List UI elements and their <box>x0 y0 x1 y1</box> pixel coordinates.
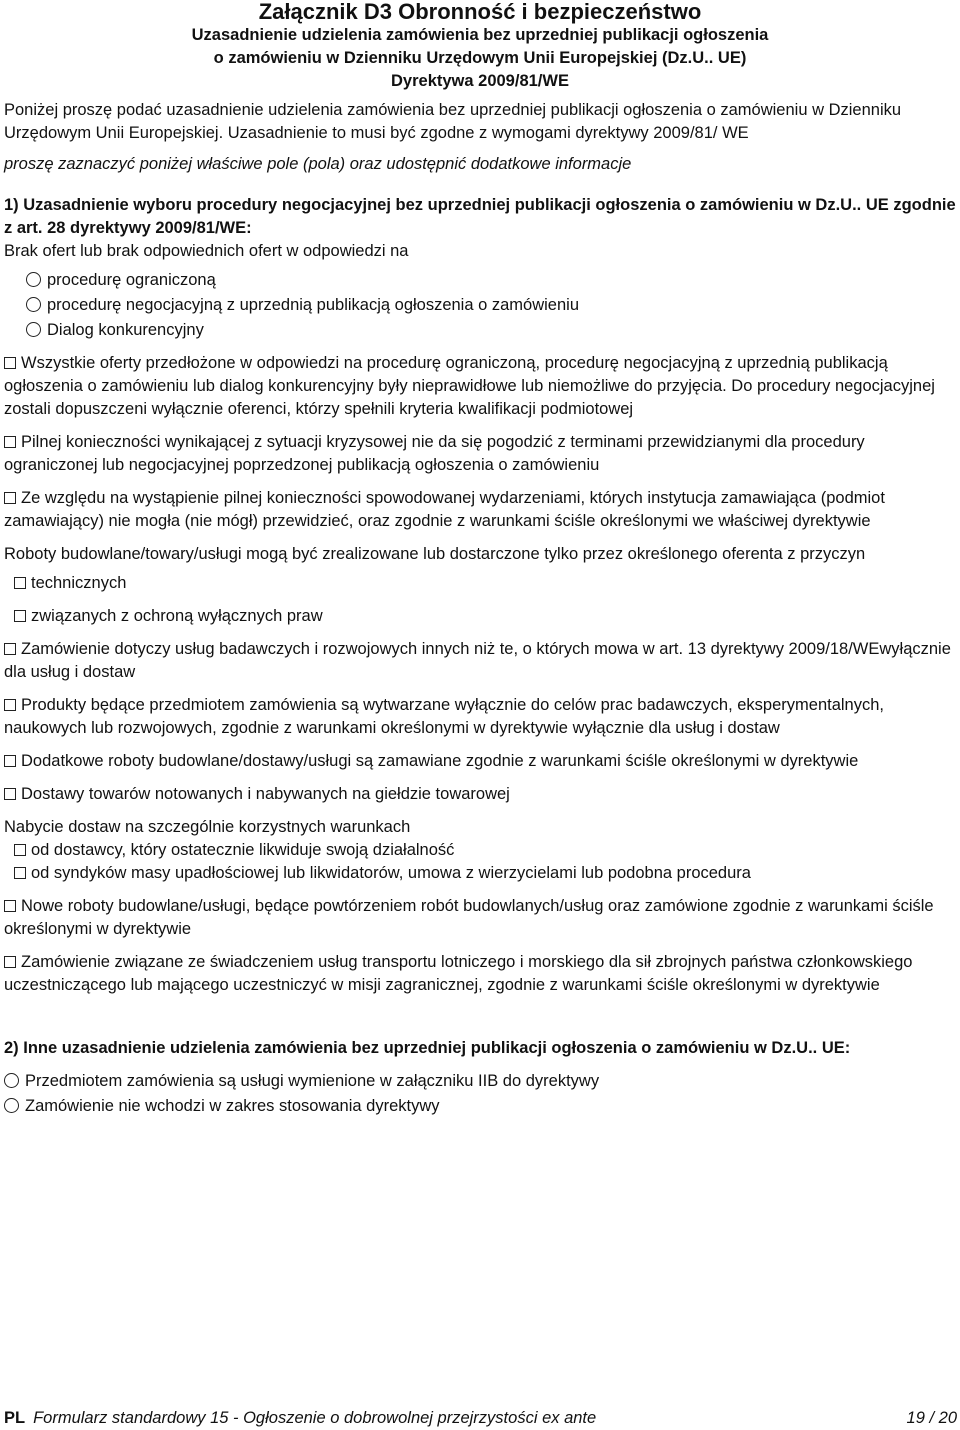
checkbox-item-repetition-works[interactable] <box>4 895 957 941</box>
checkbox-item-research-products[interactable] <box>4 694 957 740</box>
instruction-text: proszę zaznaczyć poniżej właściwe pole (pola) oraz udostępnić dodatkowe informacje <box>4 155 632 173</box>
checkbox-item-commodity-market[interactable] <box>4 783 957 806</box>
checkbox[interactable] <box>14 577 26 589</box>
radio-label: procedurę ograniczoną <box>47 271 216 289</box>
checkbox-item-insolvency[interactable] <box>14 862 957 885</box>
radio-option-annex-iib[interactable] <box>4 1070 957 1093</box>
reasons-checkbox-group <box>4 572 957 628</box>
checkbox[interactable] <box>14 610 26 622</box>
other-justification-radio-group <box>4 1070 957 1118</box>
checkbox[interactable] <box>4 788 16 800</box>
checkbox[interactable] <box>4 956 16 968</box>
radio-label: Dialog konkurencyjny <box>47 321 204 339</box>
checkbox[interactable] <box>4 755 16 767</box>
advantageous-terms-group <box>4 839 957 885</box>
radio-option-negotiated[interactable] <box>26 294 957 317</box>
radio-label: procedurę negocjacyjną z uprzednią publikacją ogłoszenia o zamówieniu <box>47 296 579 314</box>
radio-button[interactable] <box>26 297 41 312</box>
radio-button[interactable] <box>4 1073 19 1088</box>
language-code: PL <box>4 1409 26 1427</box>
radio-label: Przedmiotem zamówienia są usługi wymienione w załączniku IIB do dyrektywy <box>25 1072 600 1090</box>
checkbox-label: Dostawy towarów notowanych i nabywanych na giełdzie towarowej <box>21 785 510 803</box>
advantageous-terms-lead: Nabycie dostaw na szczególnie korzystnych warunkach <box>4 818 411 836</box>
checkbox-label: Nowe roboty budowlane/usługi, będące powtórzeniem robót budowlanych/usług oraz zamówione zgodnie z warunkami ściśle określonymi w dyrektywie <box>4 897 934 938</box>
radio-option-dialogue[interactable] <box>26 319 957 342</box>
section-2-heading: 2) Inne uzasadnienie udzielenia zamówienia bez uprzedniej publikacji ogłoszenia o zamówieniu w Dz.U.. UE: <box>4 1039 851 1057</box>
checkbox-item-winding-up[interactable] <box>14 839 957 862</box>
checkbox-label: związanych z ochroną wyłącznych praw <box>31 607 323 625</box>
radio-button[interactable] <box>26 322 41 337</box>
radio-button[interactable] <box>4 1098 19 1113</box>
checkbox[interactable] <box>4 900 16 912</box>
checkbox[interactable] <box>14 867 26 879</box>
checkbox[interactable] <box>4 357 16 369</box>
document-body <box>0 99 960 1118</box>
no-offers-lead: Brak ofert lub brak odpowiednich ofert w odpowiedzi na <box>4 242 409 260</box>
page-footer <box>4 1407 957 1430</box>
section-1-heading: 1) Uzasadnienie wyboru procedury negocjacyjnej bez uprzedniej publikacji ogłoszenia o zamówieniu w Dz.U.. UE zgodnie z art. 28 dyrektywy 2009/81/WE: <box>4 196 956 237</box>
checkbox[interactable] <box>4 436 16 448</box>
checkbox-label: Ze względu na wystąpienie pilnej konieczności spowodowanej wydarzeniami, których instytucja zamawiająca (podmiot zamawiający) nie mogła (nie mógł) przewidzieć, oraz zgodnie z warunkami ściśle określonymi we właściwej dyrektywie <box>4 489 885 530</box>
radio-label: Zamówienie nie wchodzi w zakres stosowania dyrektywy <box>25 1097 440 1115</box>
annex-subtitle-line-2: o zamówieniu w Dzienniku Urzędowym Unii Europejskiej (Dz.U.. UE) <box>213 49 747 67</box>
checkbox-item-crisis-urgency[interactable] <box>4 431 957 477</box>
checkbox-label: Pilnej konieczności wynikającej z sytuacji kryzysowej nie da się pogodzić z terminami przewidzianymi dla procedury ograniczonej lub negocjacyjnej poprzedzonej publikacją ogłoszenia o zamówieniu <box>4 433 865 474</box>
checkbox-item-research-services[interactable] <box>4 638 957 684</box>
document-header <box>0 0 960 93</box>
checkbox-label: od syndyków masy upadłościowej lub likwidatorów, umowa z wierzycielami lub podobna procedura <box>31 864 751 882</box>
checkbox[interactable] <box>4 492 16 504</box>
intro-text: Poniżej proszę podać uzasadnienie udzielenia zamówienia bez uprzedniej publikacji ogłoszenia o zamówieniu w Dzienniku Urzędowym Unii Europejskiej. Uzasadnienie to musi być zgodne z wymogami dyrektywy 2009/81/ WE <box>4 101 902 142</box>
page-number: 19 / 20 <box>906 1409 957 1427</box>
annex-title: Załącznik D3 Obronność i bezpieczeństwo <box>258 0 702 24</box>
annex-subtitle-line-1: Uzasadnienie udzielenia zamówienia bez uprzedniej publikacji ogłoszenia <box>191 26 769 44</box>
checkbox-item-technical[interactable] <box>14 572 957 595</box>
directive-reference: Dyrektywa 2009/81/WE <box>391 72 569 90</box>
checkbox-label: Produkty będące przedmiotem zamówienia są wytwarzane wyłącznie do celów prac badawczych, eksperymentalnych, naukowych lub rozwojowych, zgodnie z warunkami określonymi w dyrektywie wyłącznie dla usług i dostaw <box>4 696 884 737</box>
radio-option-outside-scope[interactable] <box>4 1095 957 1118</box>
checkbox-label: Zamówienie związane ze świadczeniem usług transportu lotniczego i morskiego dla sił zbrojnych państwa członkowskiego uczestniczącego lub mającego uczestniczyć w misji zagranicznej, zgodnie z warunkami ściśle określonymi w dyrektywie <box>4 953 913 994</box>
checkbox-label: od dostawcy, który ostatecznie likwiduje swoją działalność <box>31 841 455 859</box>
radio-button[interactable] <box>26 272 41 287</box>
checkbox[interactable] <box>4 699 16 711</box>
checkbox-item-transport-services[interactable] <box>4 951 957 997</box>
checkbox-item-exclusive-rights[interactable] <box>14 605 957 628</box>
checkbox[interactable] <box>14 844 26 856</box>
checkbox-label: Dodatkowe roboty budowlane/dostawy/usługi są zamawiane zgodnie z warunkami ściśle określonymi w dyrektywie <box>21 752 859 770</box>
checkbox-item-additional-works[interactable] <box>4 750 957 773</box>
checkbox[interactable] <box>4 643 16 655</box>
checkbox-label: Zamówienie dotyczy usług badawczych i rozwojowych innych niż te, o których mowa w art. 13 dyrektywy 2009/18/WEwyłącznie dla usług i dostaw <box>4 640 951 681</box>
single-operator-lead: Roboty budowlane/towary/usługi mogą być zrealizowane lub dostarczone tylko przez określonego oferenta z przyczyn <box>4 545 866 563</box>
form-name: Formularz standardowy 15 - Ogłoszenie o dobrowolnej przejrzystości ex ante <box>33 1409 597 1427</box>
radio-option-restricted[interactable] <box>26 269 957 292</box>
checkbox-item-irregular-offers[interactable] <box>4 352 957 421</box>
checkbox-item-extreme-urgency[interactable] <box>4 487 957 533</box>
checkbox-label: Wszystkie oferty przedłożone w odpowiedzi na procedurę ograniczoną, procedurę negocjacyjną z uprzednią publikacją ogłoszenia o zamówieniu lub dialog konkurencyjny były nieprawidłowe lub niemożliwe do przyjęcia. Do procedury negocjacyjnej zostali dopuszczeni wyłącznie oferenci, którzy spełnili kryteria kwalifikacji podmiotowej <box>4 354 935 418</box>
procedure-radio-group <box>4 269 957 342</box>
checkbox-label: technicznych <box>31 574 127 592</box>
